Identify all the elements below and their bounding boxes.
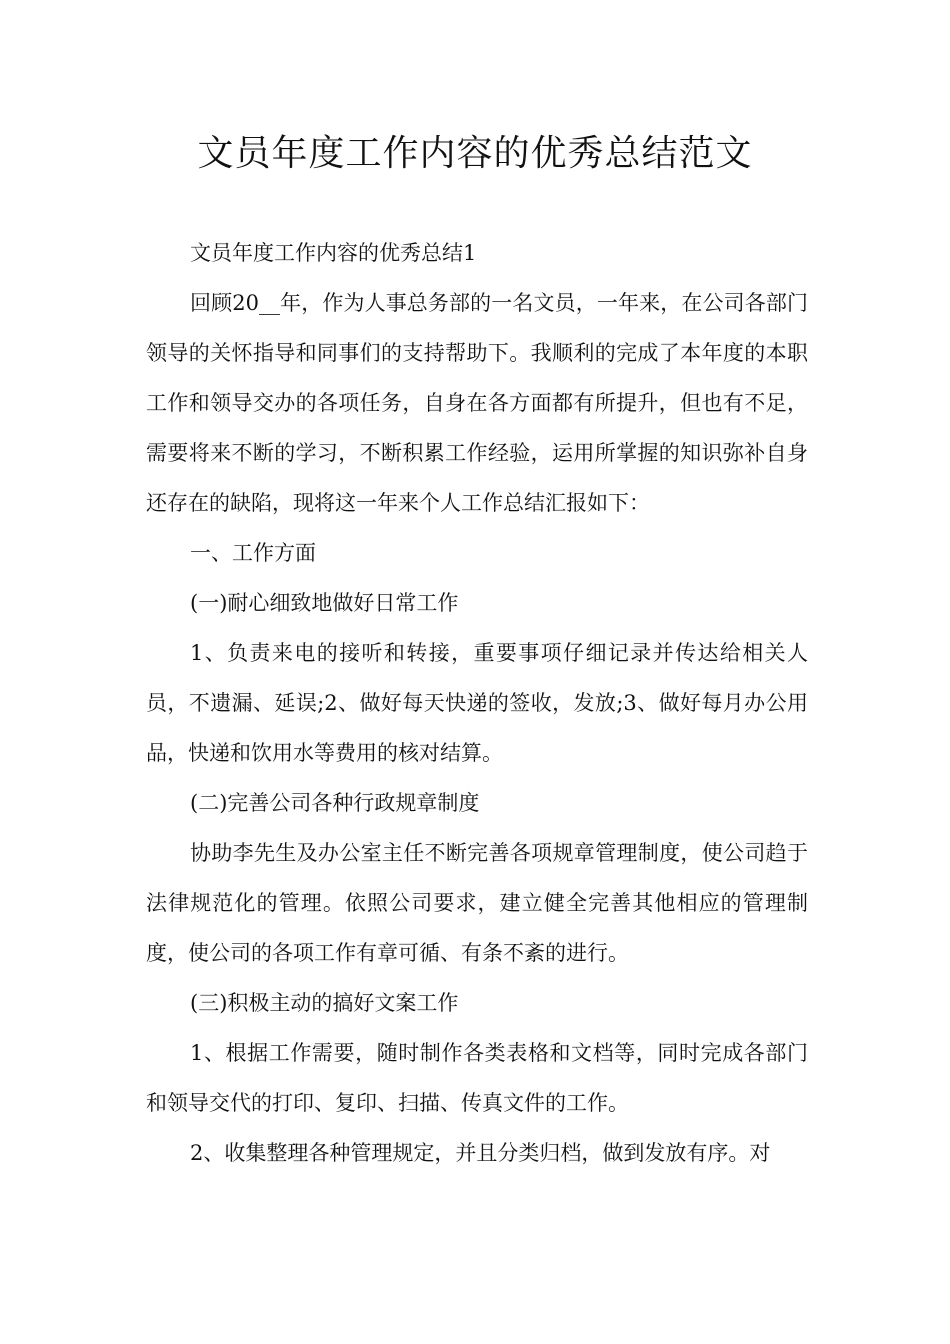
subsection-heading: (三)积极主动的搞好文案工作: [190, 991, 459, 1015]
subsection-heading: (二)完善公司各种行政规章制度: [190, 791, 480, 815]
section-heading: 文员年度工作内容的优秀总结1: [190, 241, 477, 265]
body-paragraph: 回顾20__年，作为人事总务部的一名文员，一年来，在公司各部门领导的关怀指导和同事们的支持帮助下。我顺利的完成了本年度的本职工作和领导交办的各项任务，自身在各方面都有所提升，但也有不足，需要将来不断的学习，不断积累工作经验，运用所掌握的知识弥补自身还存在的缺陷，现将这一年来个人工作总结汇报如下：: [146, 291, 808, 515]
document-title: 文员年度工作内容的优秀总结范文: [197, 133, 753, 174]
body-paragraph: 1、根据工作需要，随时制作各类表格和文档等，同时完成各部门和领导交代的打印、复印、扫描、传真文件的工作。: [146, 1041, 808, 1115]
body-paragraph: 2、收集整理各种管理规定，并且分类归档，做到发放有序。对: [190, 1141, 771, 1165]
body-paragraph: 1、负责来电的接听和转接，重要事项仔细记录并传达给相关人员，不遗漏、延误;2、做好每天快递的签收，发放;3、做好每月办公用品，快递和饮用水等费用的核对结算。: [146, 641, 808, 765]
section-heading: 一、工作方面: [190, 541, 316, 565]
document-body: [146, 228, 808, 1178]
body-paragraph: 协助李先生及办公室主任不断完善各项规章管理制度，使公司趋于法律规范化的管理。依照公司要求，建立健全完善其他相应的管理制度，使公司的各项工作有章可循、有条不紊的进行。: [146, 841, 808, 965]
subsection-heading: (一)耐心细致地做好日常工作: [190, 591, 459, 615]
